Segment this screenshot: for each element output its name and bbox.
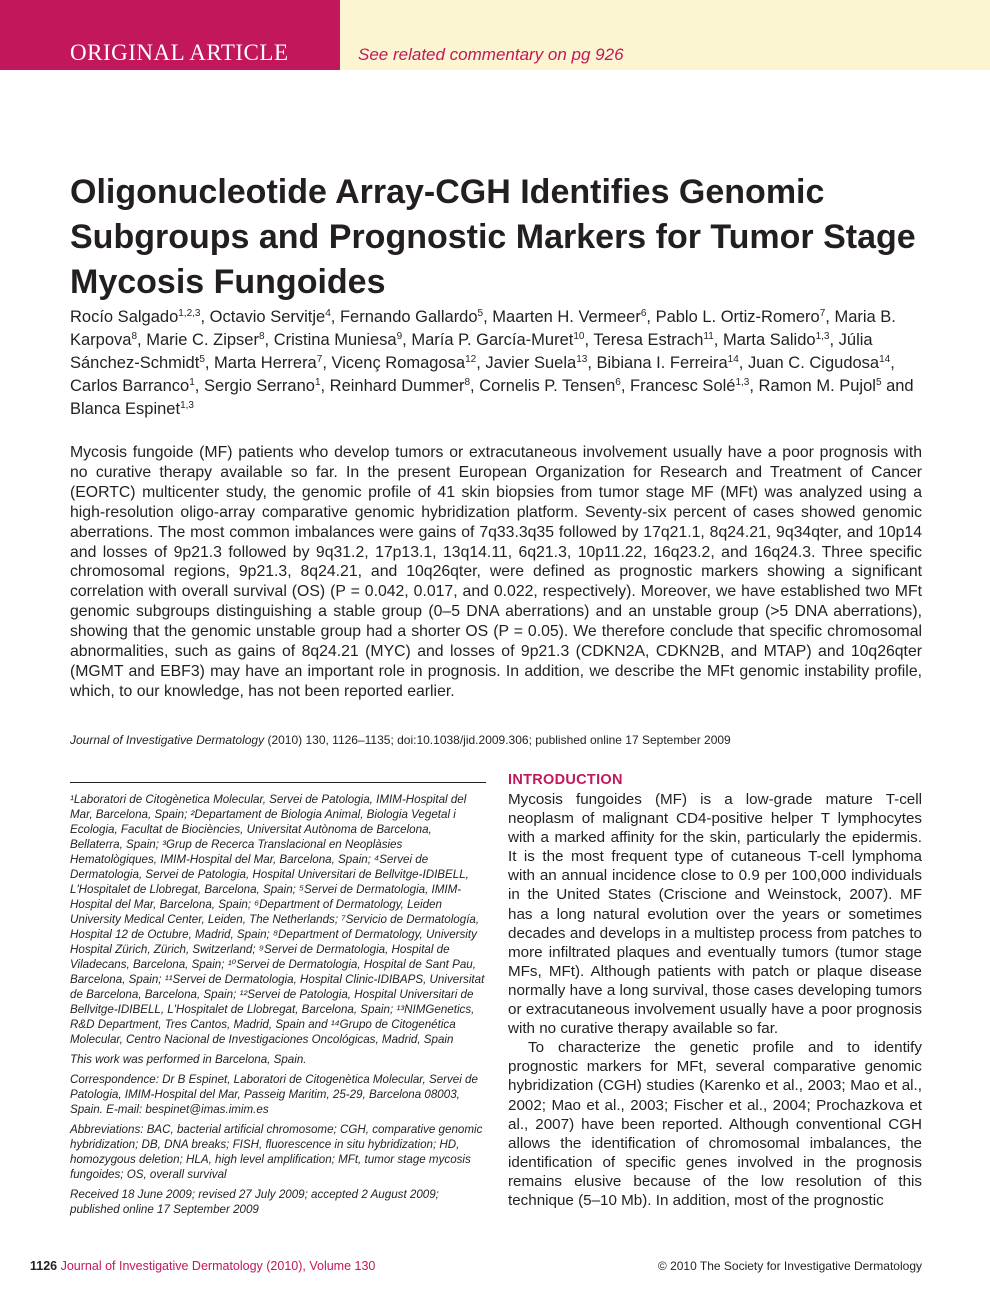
author-affiliation: 6 <box>640 308 647 319</box>
header-band <box>0 0 990 70</box>
author-name: Rocío Salgado <box>70 308 179 326</box>
footnotes <box>70 792 486 1222</box>
author <box>70 308 201 326</box>
author <box>597 354 739 372</box>
author-affiliation: 1,2,3 <box>178 308 201 319</box>
copyright: © 2010 The Society for Investigative Dermatology <box>657 1259 922 1273</box>
author-affiliation: 5 <box>477 308 484 319</box>
author-affiliation: 7 <box>316 354 323 365</box>
author-name: Maarten H. Vermeer <box>492 308 641 326</box>
author-name: Teresa Estrach <box>593 331 704 349</box>
author <box>214 354 322 372</box>
author <box>479 377 621 395</box>
author-affiliation: 1,3 <box>815 331 830 342</box>
author-name: Vicenç Romagosa <box>331 354 466 372</box>
author-affiliation: 6 <box>615 377 621 388</box>
author <box>723 331 830 349</box>
author <box>146 331 264 349</box>
author-name: Sergio Serrano <box>203 377 315 395</box>
author <box>492 308 646 326</box>
author-name: Marta Herrera <box>214 354 317 372</box>
performed-note: This work was performed in Barcelona, Spain. <box>70 1053 307 1066</box>
author-affiliation: 14 <box>879 354 891 365</box>
abstract: Mycosis fungoide (MF) patients who develop tumors or extracutaneous involvement usually have a poor prognosis with no curative therapy available so far. In the present European Organization for Research and Treatment of Cancer (EORTC) multicenter study, the genomic profile of 41 skin biopsies from tumor stage MF (MFt) was analyzed using a high-resolution oligo-array comparative genomic hybridization platform. Seventy-six percent of cases showed genomic aberrations. The most common imbalances were gains of 7q33.3q35 followed by 17q21.1, 8q24.21, 9q34qter, and 10p14 and losses of 9p21.3 followed by 9q31.2, 17p13.1, 13q14.11, 6q21.3, 10p11.22, 16q23.2, and 16q24.3. Three specific chromosomal regions, 9p21.3, 8q24.21, and 10q26qter, were defined as prognostic markers showing a significant correlation with overall survival (OS) (P = 0.042, 0.017, and 0.022, respectively). Moreover, we have established two MFt genomic subgroups distinguishing a stable group (0–5 DNA aberrations) and an unstable group (>5 DNA aberrations), showing that the genomic unstable group had a shorter OS (P = 0.05). We therefore conclude that specific chromosomal abnormalities, such as gains of 8q24.21 (MYC) and losses of 9p21.3 (CDKN2A, CDKN2B, and MTAP) and 10q26qter (MGMT and EBF3) may have an important role in prognosis. In addition, we describe the MFt genomic instability profile, which, to our knowledge, has not been reported earlier. <box>70 444 922 700</box>
author-name: Fernando Gallardo <box>339 308 478 326</box>
author-name: Pablo L. Ortiz-Romero <box>655 308 820 326</box>
page-number: 1126 <box>30 1259 58 1273</box>
section-label: ORIGINAL ARTICLE <box>70 40 289 65</box>
author-name: Júlia Sánchez-Schmidt <box>70 331 873 372</box>
citation-details: (2010) 130, 1126–1135; doi:10.1038/jid.2009.306; published online 17 September 2009 <box>267 733 731 747</box>
footer-journal: Journal of Investigative Dermatology (2010), Volume 130 <box>60 1259 376 1273</box>
author-name: Blanca Espinet <box>70 400 181 418</box>
author-name: Ramon M. Pujol <box>758 377 876 395</box>
author <box>331 354 476 372</box>
author-name: Reinhard Dummer <box>329 377 465 395</box>
citation-line <box>70 733 930 747</box>
footnote-divider <box>70 782 486 783</box>
author <box>204 377 321 395</box>
related-commentary-link[interactable]: See related commentary on pg 926 <box>358 45 624 64</box>
author-name: Carlos Barranco <box>70 377 190 395</box>
author-affiliation: 14 <box>727 354 739 365</box>
author <box>411 331 584 349</box>
author <box>759 377 882 395</box>
author-name: Francesc Solé <box>630 377 736 395</box>
author-affiliation: 8 <box>464 377 471 388</box>
author-name: María P. García-Muret <box>411 331 574 349</box>
introduction-heading: INTRODUCTION <box>508 772 623 788</box>
author-affiliation: 1,3 <box>180 400 194 411</box>
author-affiliation: 12 <box>465 354 477 365</box>
author-name: Bibiana I. Ferreira <box>596 354 728 372</box>
author <box>340 308 483 326</box>
author-name: Cornelis P. Tensen <box>479 377 616 395</box>
author <box>210 308 331 326</box>
author <box>485 354 587 372</box>
author-name: Marie C. Zipser <box>146 331 259 349</box>
author-affiliation: 10 <box>573 331 585 342</box>
author-name: Cristina Muniesa <box>273 331 397 349</box>
page-footer-left <box>30 1259 375 1273</box>
author-affiliation: 5 <box>199 354 205 365</box>
author-affiliation: 13 <box>576 354 588 365</box>
author-name: Marta Salido <box>722 331 816 349</box>
author-list: Rocío Salgado$^{1,2,3}$, Octavio Servitje$^4$, Fernando Gallardo$^5$, Maarten H. Vermeer$^6$, Pablo L. Ortiz-Romero$^7$, Maria B. Karpova$^8$, Marie C. Zipser$^8$, Cristina Muniesa$^9$, María P. García-Muret$^{10}$, Teresa Estrach$^{11}$, Marta Salido$^{1,3}$, Júlia Sánchez-Schmidt$^5$, Marta Herrera$^7$, Vicenç Romagosa$^{12}$, Javier Suela$^{13}$, Bibiana I. Ferreira$^{14}$, Juan C. Cigudosa$^{14}$, Carlos Barranco$^1$, Sergio Serrano$^1$, Reinhard Dummer$^8$, Cornelis P. Tensen$^6$, Francesc Solé$^{1,3}$, Ramon M. Pujol$^5$ and Blanca Espinet$^{1,3}$ <box>70 308 914 418</box>
author-name: Javier Suela <box>485 354 577 372</box>
author <box>70 377 195 395</box>
article-title: Oligonucleotide Array-CGH Identifies Genomic Subgroups and Prognostic Markers for Tumor Stage Mycosis Fungoides <box>70 173 916 301</box>
author <box>593 331 713 349</box>
author-affiliation: 7 <box>819 308 826 319</box>
author-affiliation: 8 <box>131 331 138 342</box>
affiliations: ¹Laboratori de Citogènetica Molecular, Servei de Patologia, IMIM-Hospital del Mar, Barcelona, Spain; ²Departament de Biologia Animal, Biologia Vegetal i Ecologia, Facultat de Biociències, Universitat Autònoma de Barcelona, Bellaterra, Spain; ³Grup de Recerca Translacional en Neoplàsies Hematològiques, IMIM-Hospital del Mar, Barcelona, Spain; ⁴Servei de Dermatologia, Servei de Patologia, Hospital Universitari de Bellvitge-IDIBELL, L'Hospitalet de Llobregat, Barcelona, Spain; ⁵Servei de Dermatologia, IMIM-Hospital del Mar, Barcelona, Spain; ⁶Department of Dermatology, Leiden University Medical Center, Leiden, The Netherlands; ⁷Servicio de Dermatología, Hospital 12 de Octubre, Madrid, Spain; ⁸Department of Dermatology, University Hospital Zürich, Zürich, Switzerland; ⁹Servei de Dermatologia, Hospital de Viladecans, Barcelona, Spain; ¹⁰Servei de Dermatologia, Hospital de Sant Pau, Barcelona, Spain; ¹¹Servei de Dermatologia, Hospital Clinic-IDIBAPS, Universitat de Barcelona, Barcelona, Spain; ¹²Servei de Patologia, Hospital Universitari de Bellvitge-IDIBELL, L'Hospitalet de Llobregat, Barcelona, Spain; ¹³NIMGenetics, R&D Department, Tres Cantos, Madrid, Spain and ¹⁴Grupo de Citogenética Molecular, Centro Nacional de Investigaciones Oncológicas, Madrid, Spain <box>70 793 485 1046</box>
intro-paragraph-1: Mycosis fungoides (MF) is a low-grade mature T-cell neoplasm of malignant CD4-positive helper T lymphocytes with a marked affinity for the skin, particularly the epidermis. It is the most frequent type of cutaneous T-cell lymphoma with an annual incidence close to 0.9 per 100,000 individuals in the United States (Criscione and Weinstock, 2007). MF has a long natural evolution over the years or sometimes decades and develops in a multistep process from patches to more infiltrated plaques and eventually tumors (tumor stage MFs, MFt). Although patients with patch or plaque disease normally have a long survival, those cases developing tumors or extracutaneous involvement usually have a poor prognosis with no curative therapy available so far. <box>508 791 922 1038</box>
author-affiliation: 4 <box>325 308 331 319</box>
author-name: Juan C. Cigudosa <box>747 354 880 372</box>
author-affiliation: 9 <box>396 331 403 342</box>
intro-paragraph-2: To characterize the genetic profile and to identify prognostic markers for MFt, several comparative genomic hybridization (CGH) studies (Karenko et al., 2003; Mao et al., 2002; Mao et al., 2003; Fischer et al., 2004; Prochazkova et al., 2007) have been reported. Although conventional CGH allows the identification of chromosomal imbalances, the identification of specific genes involved in the prognosis remains elusive because of the low resolution of this technique (5–10 Mb). In addition, most of the prognostic <box>508 1039 922 1209</box>
author <box>748 354 890 372</box>
citation-journal: Journal of Investigative Dermatology <box>70 733 265 747</box>
author <box>630 377 749 395</box>
author-affiliation: 5 <box>875 377 882 388</box>
author <box>70 400 194 418</box>
author-name: Octavio Servitje <box>209 308 326 326</box>
author <box>330 377 470 395</box>
introduction-section <box>508 772 922 1210</box>
author <box>274 331 402 349</box>
abbreviations: Abbreviations: BAC, bacterial artificial chromosome; CGH, comparative genomic hybridization; DB, DNA breaks; FISH, fluorescence in situ hybridization; HD, homozygous deletion; HLA, high level amplification; MFt, tumor stage mycosis fungoides; OS, overall survival <box>70 1123 483 1181</box>
author-affiliation: 11 <box>703 331 714 342</box>
author-affiliation: 1 <box>314 377 321 388</box>
author-name: Maria B. Karpova <box>70 308 896 349</box>
correspondence: Correspondence: Dr B Espinet, Laboratori de Citogenètica Molecular, Servei de Patologia, IMIM-Hospital del Mar, Passeig Maritim, 25-29, Barcelona 08003, Spain. E-mail: bespinet@imas.imim.es <box>70 1073 478 1116</box>
received-dates: Received 18 June 2009; revised 27 July 2009; accepted 2 August 2009; published online 17 September 2009 <box>70 1188 439 1216</box>
author-affiliation: 1,3 <box>735 377 750 388</box>
author-affiliation: 1 <box>189 377 195 388</box>
author <box>656 308 826 326</box>
author-affiliation: 8 <box>258 331 265 342</box>
